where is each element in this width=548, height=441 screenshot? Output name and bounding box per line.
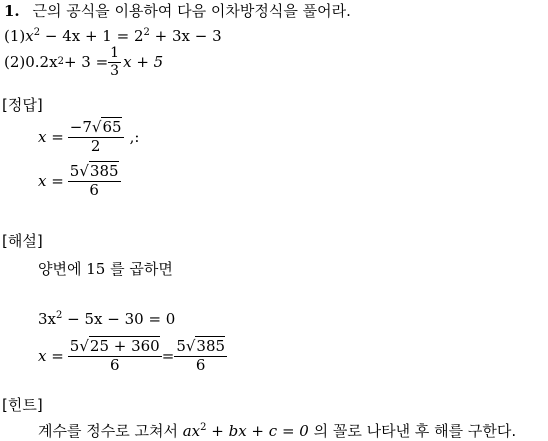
explanation-equation-1: $3x^2 - 5x - 30 = 0$ bbox=[38, 310, 176, 328]
answer-line-1: x = $\frac{-7√65}{2}$ ,: bbox=[38, 118, 140, 155]
hint-text: 계수를 정수로 고쳐서 $ax^2$ + bx + c = 0 의 꼴로 나타낸 후 해를 구한다. bbox=[38, 422, 517, 440]
problem-item-1: $(1)x^2 - 4x + 1 = 2^2 + 3x - 3$ bbox=[4, 27, 222, 45]
sqrt-symbol: √ bbox=[185, 337, 196, 356]
sqrt-symbol: √ bbox=[79, 162, 89, 181]
fraction-one-third: $\frac{1}{3}$ bbox=[110, 45, 120, 79]
explanation-text: 양변에 15 를 곱하면 bbox=[38, 260, 173, 278]
item-1-label: (1) bbox=[4, 27, 26, 45]
problem-number: 1. bbox=[4, 2, 20, 20]
sqrt-symbol: √ bbox=[79, 337, 89, 356]
answer-1-fraction: $\frac{-7√65}{2}$ bbox=[69, 118, 122, 155]
answer-2-fraction: $\frac{5√385}{6}$ bbox=[69, 162, 119, 199]
problem-instruction: 근의 공식을 이용하여 다음 이차방정식을 풀어라. bbox=[32, 2, 351, 20]
explanation-equation-2: x = $\frac{5√25 + 360}{6}$ = $\frac{5√385}{6}$ bbox=[38, 337, 226, 374]
problem-item-2: (2) 0.2x 2 + 3 = $\frac{1}{3}$ x + 5 bbox=[4, 45, 164, 79]
answer-line-2: x = $\frac{5√385}{6}$ bbox=[38, 162, 119, 199]
answer-heading: [정답] bbox=[2, 96, 43, 114]
sqrt-symbol: √ bbox=[91, 118, 102, 137]
explanation-fraction-2: $\frac{5√385}{6}$ bbox=[176, 337, 226, 374]
item-2-label: (2) bbox=[4, 52, 26, 71]
explanation-heading: [해설] bbox=[2, 232, 43, 250]
hint-heading: [힌트] bbox=[2, 396, 43, 414]
problem-header bbox=[4, 4, 351, 19]
explanation-fraction-1: $\frac{5√25 + 360}{6}$ bbox=[69, 337, 160, 374]
